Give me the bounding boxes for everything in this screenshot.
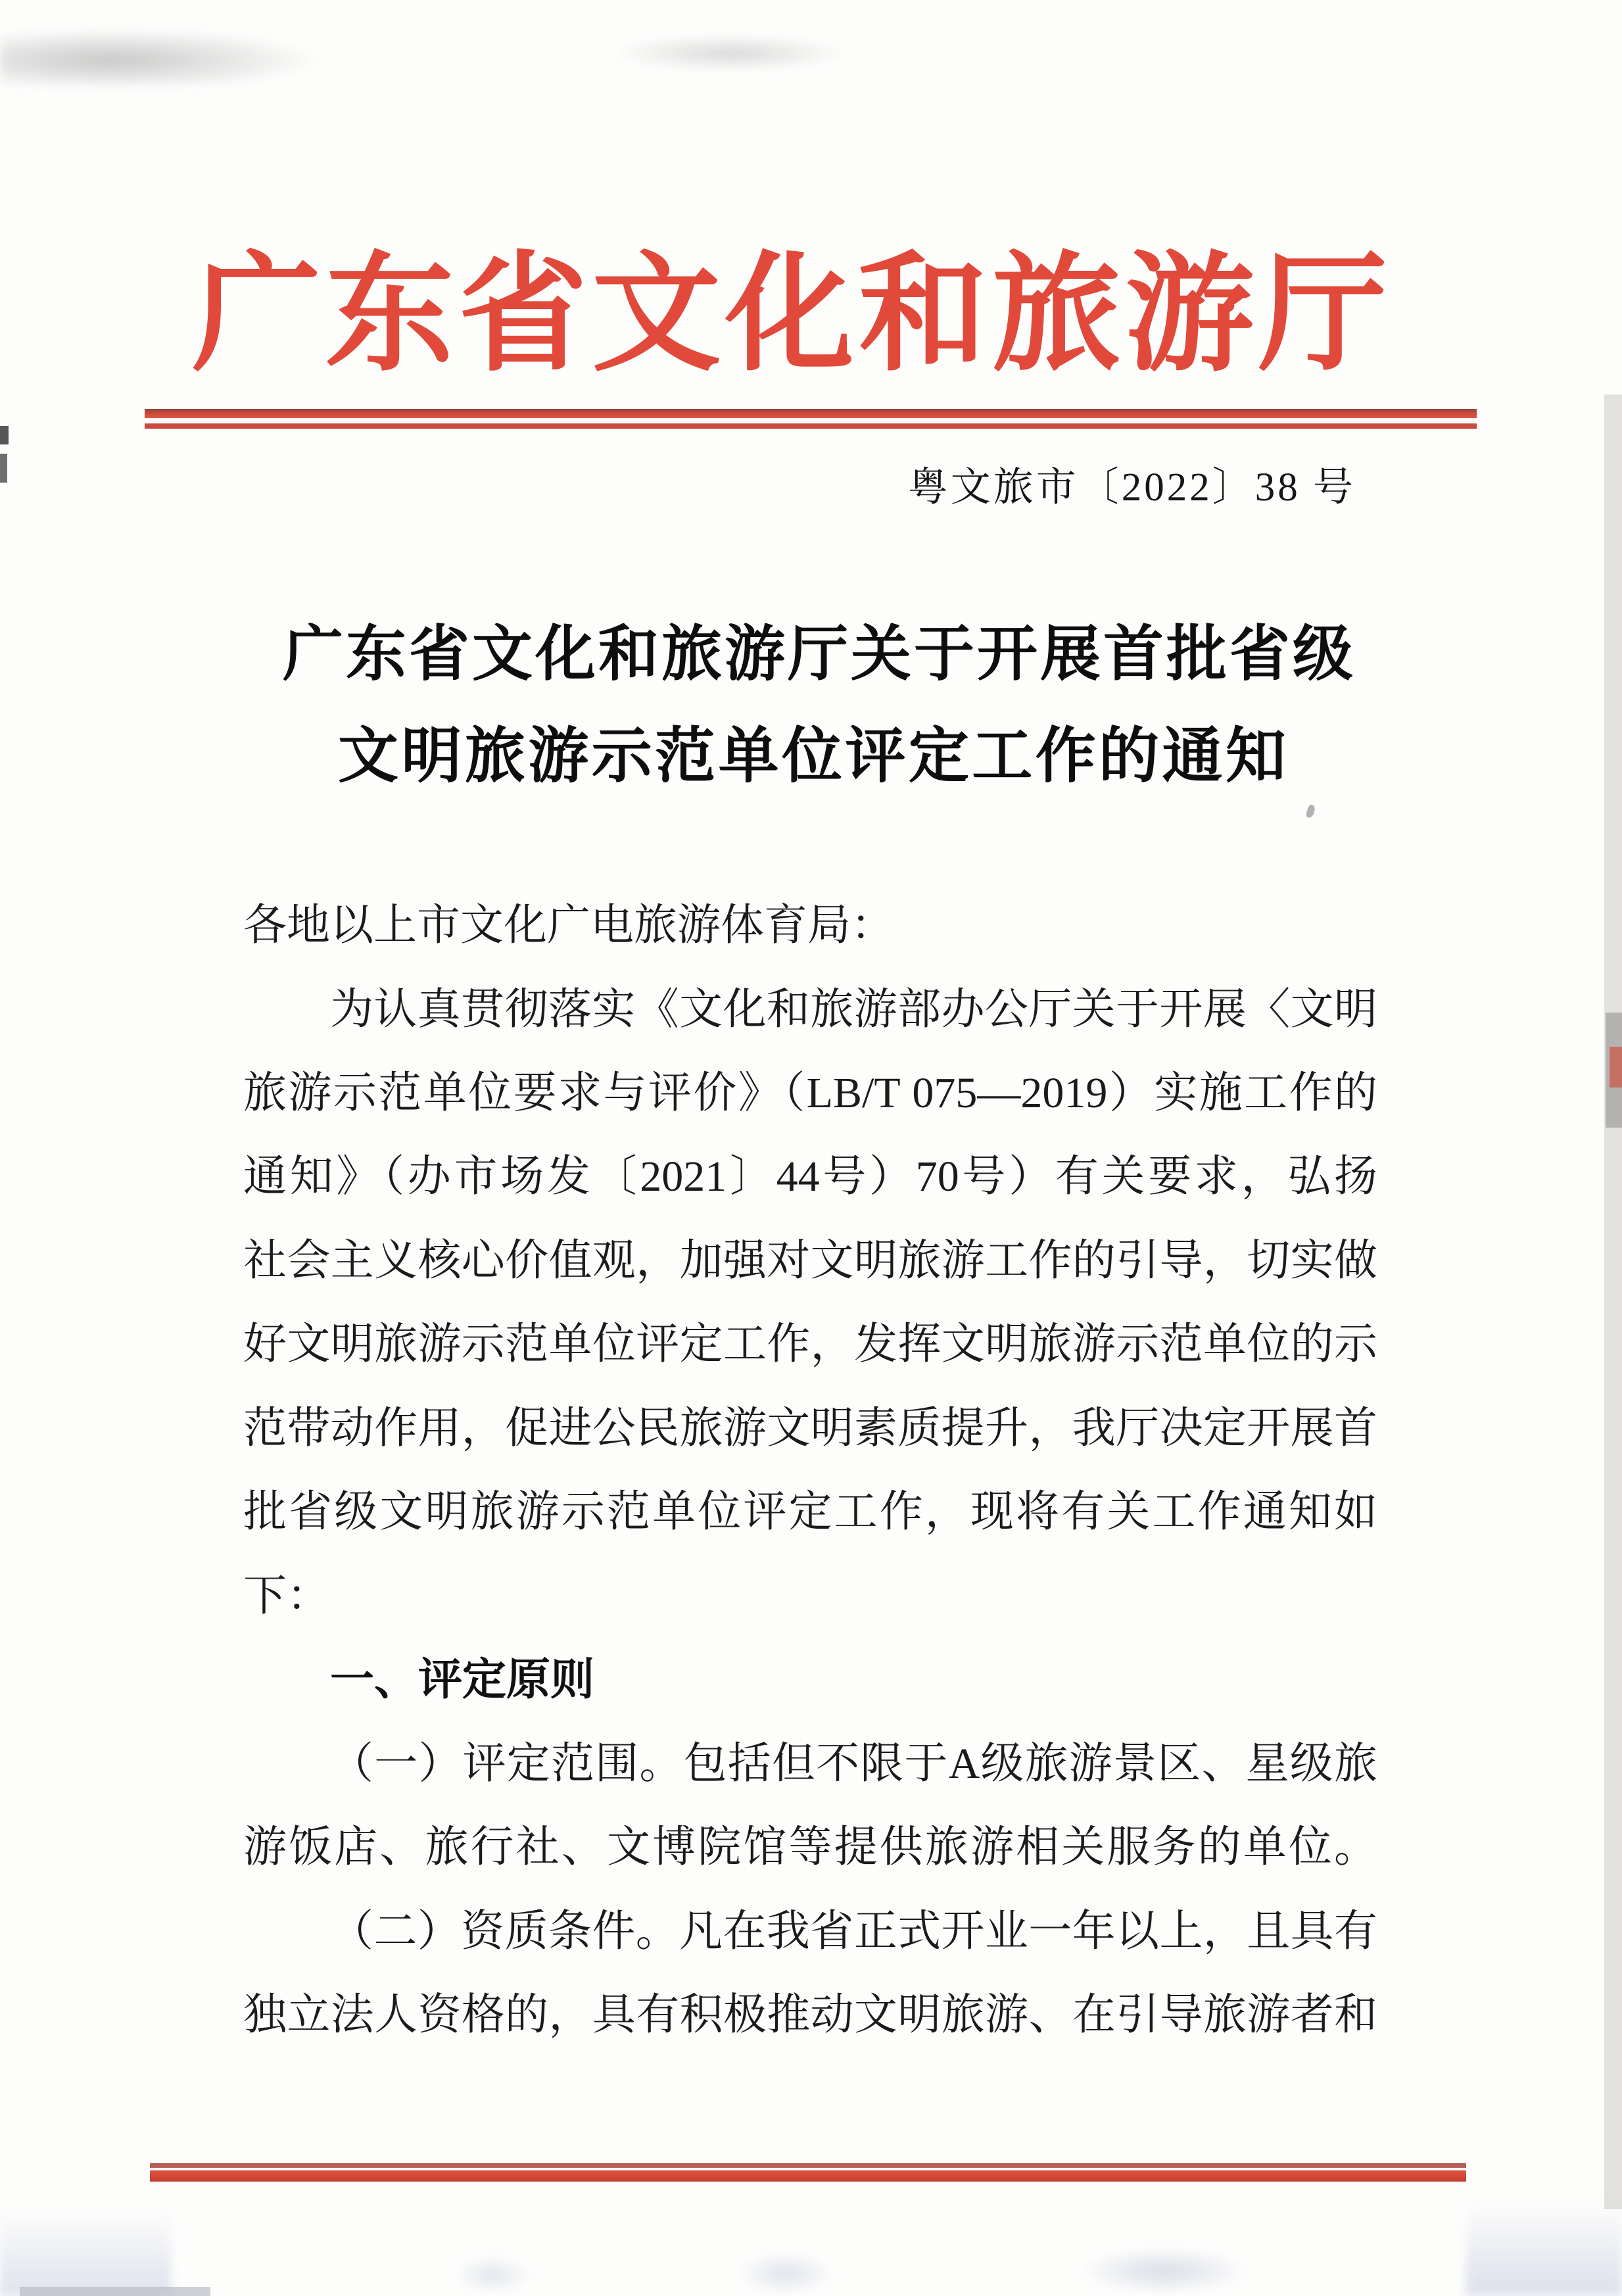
scan-strip-right-edge bbox=[1604, 395, 1622, 2209]
footer-rule-thin bbox=[150, 2163, 1466, 2168]
scan-smudge-bottom-left bbox=[0, 2209, 171, 2296]
letterhead-title: 广东省文化和旅游厅 bbox=[192, 244, 1387, 387]
scan-mark-left-edge bbox=[0, 454, 7, 483]
body-line: 独立法人资格的，具有积极推动文明旅游、在引导旅游者和 bbox=[243, 1991, 1377, 2039]
body-line: 批省级文明旅游示范单位评定工作，现将有关工作通知如 bbox=[243, 1488, 1377, 1536]
body-line: 通知》（办市场发〔2021〕44号）70号）有关要求，弘扬 bbox=[243, 1153, 1377, 1201]
salutation-line: 各地以上市文化广电旅游体育局： bbox=[243, 901, 894, 949]
body-line: 游饭店、旅行社、文博院馆等提供旅游相关服务的单位。 bbox=[243, 1823, 1377, 1871]
letterhead-rule-thin bbox=[145, 423, 1477, 429]
body-line: 好文明旅游示范单位评定工作，发挥文明旅游示范单位的示 bbox=[243, 1320, 1377, 1368]
body-line: 社会主义核心价值观，加强对文明旅游工作的引导，切实做 bbox=[243, 1237, 1377, 1285]
scan-smudge-top-middle bbox=[611, 34, 848, 72]
scan-mark-left-edge bbox=[0, 426, 9, 444]
document-title-line1: 广东省文化和旅游厅关于开展首批省级 bbox=[283, 621, 1353, 688]
scan-mark-right-red bbox=[1610, 1047, 1622, 1088]
scan-smudge-bottom bbox=[736, 2252, 835, 2295]
scan-strip-right-dark bbox=[1606, 1013, 1622, 1128]
document-number: 粤文旅市〔2022〕38 号 bbox=[907, 466, 1356, 510]
scan-smudge-top-left bbox=[0, 29, 316, 85]
document-title-line2: 文明旅游示范单位评定工作的通知 bbox=[338, 723, 1286, 790]
body-line: 下： bbox=[243, 1572, 330, 1620]
footer-rule-thick bbox=[150, 2170, 1466, 2182]
body-line: （二）资质条件。凡在我省正式开业一年以上，且具有 bbox=[330, 1907, 1377, 1955]
scan-tick-after-title bbox=[1305, 804, 1316, 819]
body-line: 旅游示范单位要求与评价》（LB/T 075—2019）实施工作的 bbox=[243, 1069, 1377, 1117]
letterhead-rule-thick bbox=[145, 409, 1477, 418]
scan-bar-bottom-left bbox=[20, 2287, 210, 2296]
body-line: 为认真贯彻落实《文化和旅游部办公厅关于开展〈文明 bbox=[330, 986, 1377, 1034]
scan-smudge-bottom-right bbox=[1466, 2203, 1622, 2296]
body-line: （一）评定范围。包括但不限于A级旅游景区、星级旅 bbox=[330, 1740, 1377, 1788]
scan-smudge-bottom bbox=[1078, 2247, 1249, 2295]
body-line: 范带动作用，促进公民旅游文明素质提升，我厅决定开展首 bbox=[243, 1404, 1377, 1452]
section-heading: 一、评定原则 bbox=[330, 1655, 594, 1704]
scan-smudge-bottom bbox=[454, 2255, 533, 2295]
